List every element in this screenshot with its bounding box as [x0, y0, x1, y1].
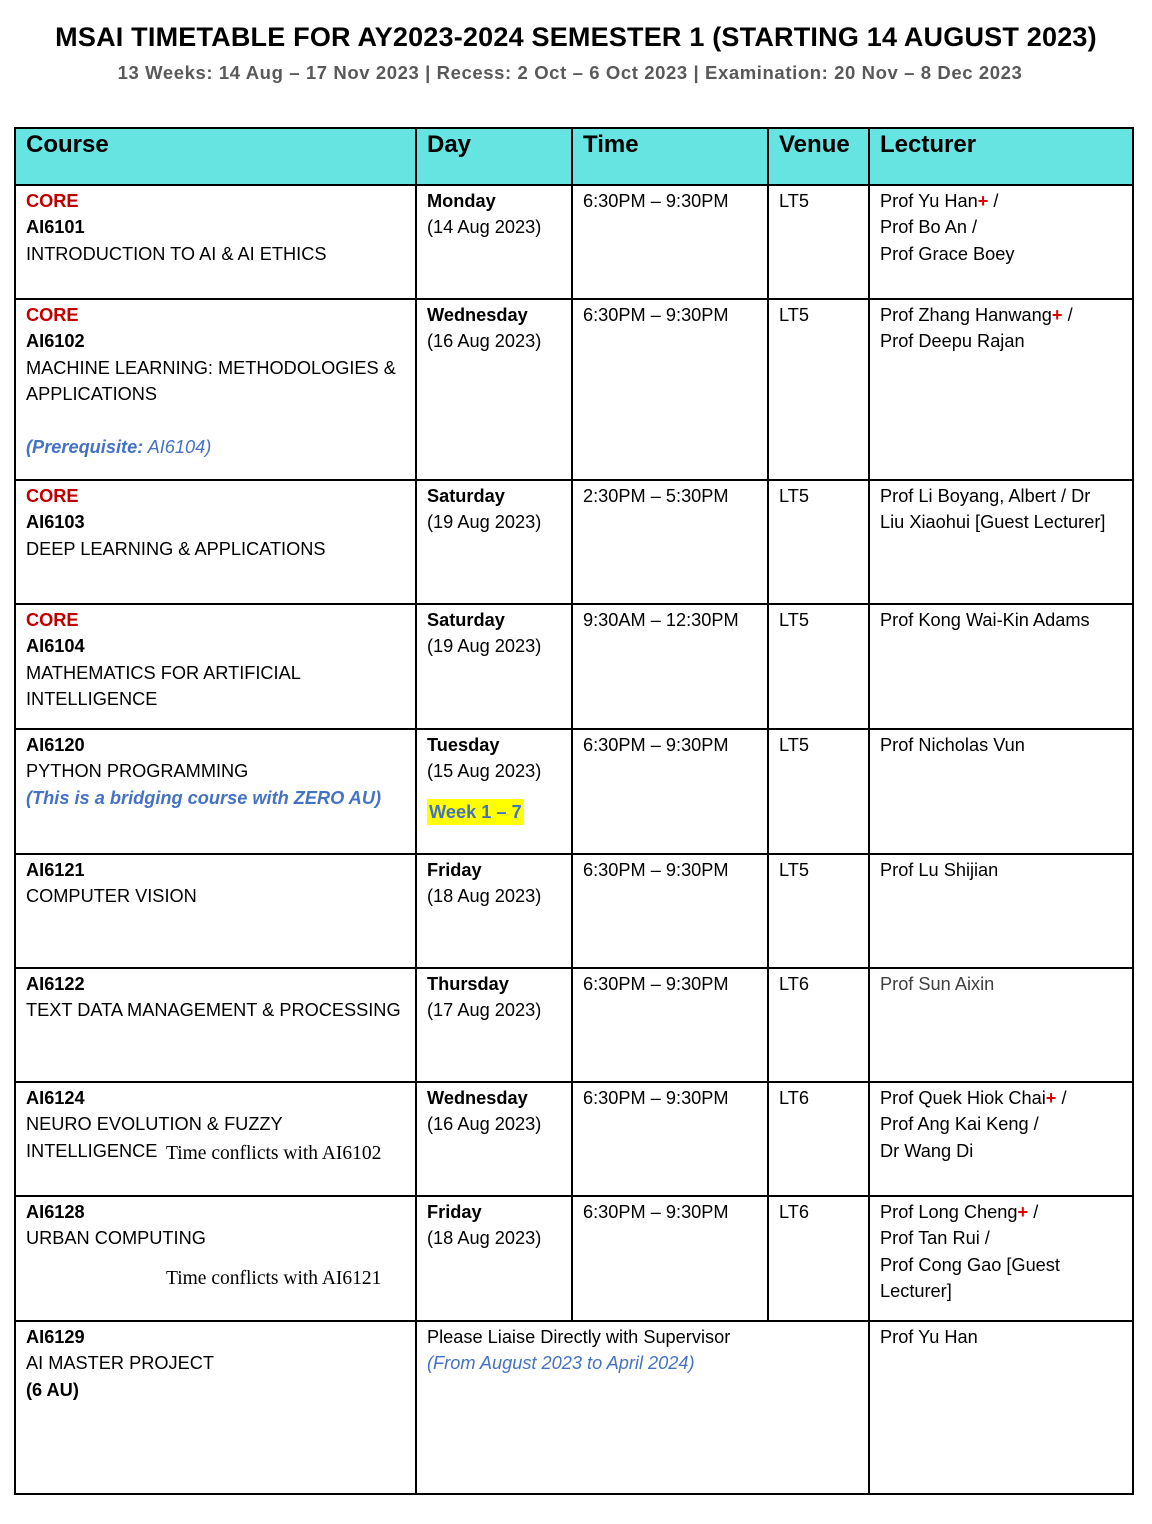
venue-cell: LT6 — [768, 1082, 869, 1196]
lecturer-line: Prof Quek Hiok Chai+ / — [880, 1088, 1067, 1108]
venue-cell: LT5 — [768, 299, 869, 480]
time-cell: 2:30PM – 5:30PM — [572, 480, 768, 604]
core-label: CORE — [26, 610, 79, 630]
venue-cell: LT5 — [768, 729, 869, 854]
schedule-note: Please Liaise Directly with Supervisor — [427, 1327, 731, 1347]
venue-cell: LT5 — [768, 854, 869, 968]
table-row — [15, 1196, 1133, 1321]
timetable — [14, 127, 1134, 1495]
table-row — [15, 968, 1133, 1082]
core-label: CORE — [26, 305, 79, 325]
course-name: MACHINE LEARNING: METHODOLOGIES & APPLICATIONS — [26, 357, 396, 404]
course-code: AI6129 — [26, 1327, 85, 1347]
lecturer-cell: Prof Sun Aixin — [869, 968, 1133, 1082]
day-name: Friday — [427, 1202, 482, 1222]
start-date: (19 Aug 2023) — [427, 636, 542, 657]
table-row — [15, 854, 1133, 968]
course-name-cont: INTELLIGENCE Time conflicts with AI6102 — [26, 1138, 415, 1164]
bridging-note: (This is a bridging course with ZERO AU) — [26, 787, 382, 808]
day-cell — [416, 1082, 572, 1196]
start-date: (14 Aug 2023) — [427, 217, 542, 238]
page-title: MSAI TIMETABLE FOR AY2023-2024 SEMESTER 1 (STARTING 14 AUGUST 2023) — [55, 22, 1097, 52]
start-date: (16 Aug 2023) — [427, 1114, 542, 1135]
time-cell: 9:30AM – 12:30PM — [572, 604, 768, 729]
start-date: (18 Aug 2023) — [427, 886, 542, 907]
day-name: Wednesday — [427, 305, 528, 325]
course-name: DEEP LEARNING & APPLICATIONS — [26, 538, 326, 559]
core-label: CORE — [26, 191, 79, 211]
time-cell: 6:30PM – 9:30PM — [572, 854, 768, 968]
venue-cell: LT6 — [768, 968, 869, 1082]
course-code: AI6124 — [26, 1088, 85, 1108]
course-cell — [15, 968, 416, 1082]
venue-cell: LT5 — [768, 480, 869, 604]
course-code: AI6102 — [26, 331, 85, 352]
course-cell — [15, 729, 416, 854]
course-code: AI6104 — [26, 636, 85, 657]
coordinator-mark: + — [977, 191, 989, 211]
table-row — [15, 604, 1133, 729]
table-row — [15, 1082, 1133, 1196]
lecturer-cell — [869, 299, 1133, 480]
day-cell — [416, 854, 572, 968]
table-row — [15, 185, 1133, 299]
time-conflict-note: Time conflicts with AI6121 — [166, 1267, 382, 1289]
lecturer-line: Prof Zhang Hanwang+ / — [880, 305, 1073, 325]
day-name: Saturday — [427, 610, 505, 630]
lecturer-line: Prof Deepu Rajan — [880, 331, 1025, 352]
coordinator-mark: + — [1045, 1088, 1057, 1108]
course-cell — [15, 299, 416, 480]
lecturer-line: Prof Tan Rui / — [880, 1228, 990, 1249]
course-cell — [15, 480, 416, 604]
header-lecturer: Lecturer — [869, 128, 1133, 185]
course-code: AI6128 — [26, 1202, 85, 1222]
lecturer-line: Prof Long Cheng+ / — [880, 1202, 1039, 1222]
time-cell: 6:30PM – 9:30PM — [572, 729, 768, 854]
coordinator-mark: + — [1017, 1202, 1029, 1222]
header-day: Day — [416, 128, 572, 185]
day-name: Saturday — [427, 486, 505, 506]
course-code: AI6121 — [26, 860, 85, 880]
lecturer-line: Dr Wang Di — [880, 1140, 974, 1161]
prerequisite-note: (Prerequisite: AI6104) — [26, 437, 212, 458]
lecturer-cell — [869, 185, 1133, 299]
lecturer-line: Prof Cong Gao [Guest Lecturer] — [880, 1254, 1060, 1301]
day-cell — [416, 1196, 572, 1321]
lecturer-cell — [869, 1196, 1133, 1321]
day-name: Tuesday — [427, 735, 500, 755]
course-code: AI6122 — [26, 974, 85, 994]
day-cell — [416, 480, 572, 604]
table-row — [15, 1321, 1133, 1494]
time-cell: 6:30PM – 9:30PM — [572, 185, 768, 299]
course-name: NEURO EVOLUTION & FUZZY — [26, 1114, 283, 1135]
table-row — [15, 299, 1133, 480]
schedule-cell — [416, 1321, 869, 1494]
lecturer-cell: Prof Yu Han — [869, 1321, 1133, 1494]
lecturer-cell — [869, 480, 1133, 604]
table-row — [15, 729, 1133, 854]
day-name: Thursday — [427, 974, 509, 994]
day-cell — [416, 729, 572, 854]
time-conflict-note: Time conflicts with AI6102 — [166, 1142, 382, 1164]
lecturer-line: Prof Ang Kai Keng / — [880, 1114, 1039, 1135]
day-cell — [416, 968, 572, 1082]
time-cell: 6:30PM – 9:30PM — [572, 299, 768, 480]
course-name: URBAN COMPUTING — [26, 1228, 206, 1249]
start-date: (15 Aug 2023) — [427, 761, 542, 782]
course-code: AI6101 — [26, 217, 85, 238]
course-cell — [15, 185, 416, 299]
lecturer-cell: Prof Lu Shijian — [869, 854, 1133, 968]
course-name: COMPUTER VISION — [26, 886, 197, 907]
day-cell — [416, 185, 572, 299]
course-name: PYTHON PROGRAMMING — [26, 761, 249, 782]
day-cell — [416, 299, 572, 480]
course-cell — [15, 854, 416, 968]
venue-cell: LT5 — [768, 185, 869, 299]
day-name: Wednesday — [427, 1088, 528, 1108]
header-venue: Venue — [768, 128, 869, 185]
lecturer-cell: Prof Kong Wai-Kin Adams — [869, 604, 1133, 729]
course-name: MATHEMATICS FOR ARTIFICIAL INTELLIGENCE — [26, 662, 301, 709]
time-cell: 6:30PM – 9:30PM — [572, 1196, 768, 1321]
lecturer-names: Prof Li Boyang, Albert / Dr Liu Xiaohui [Guest Lecturer] — [880, 486, 1106, 533]
start-date: (16 Aug 2023) — [427, 331, 542, 352]
time-cell: 6:30PM – 9:30PM — [572, 1082, 768, 1196]
lecturer-cell: Prof Nicholas Vun — [869, 729, 1133, 854]
lecturer-cell — [869, 1082, 1133, 1196]
course-name: TEXT DATA MANAGEMENT & PROCESSING — [26, 1000, 401, 1021]
coordinator-mark: + — [1051, 305, 1063, 325]
header-row — [15, 128, 1133, 185]
lecturer-line: Prof Bo An / — [880, 217, 978, 238]
start-date: (19 Aug 2023) — [427, 512, 542, 533]
header-time: Time — [572, 128, 768, 185]
project-period: (From August 2023 to April 2024) — [427, 1353, 695, 1374]
core-label: CORE — [26, 486, 79, 506]
time-cell: 6:30PM – 9:30PM — [572, 968, 768, 1082]
course-cell — [15, 604, 416, 729]
weeks-highlight: Week 1 – 7 — [427, 799, 524, 825]
day-name: Monday — [427, 191, 496, 211]
course-code: AI6120 — [26, 735, 85, 755]
day-name: Friday — [427, 860, 482, 880]
course-name: AI MASTER PROJECT — [26, 1353, 214, 1374]
start-date: (17 Aug 2023) — [427, 1000, 542, 1021]
day-cell — [416, 604, 572, 729]
course-cell — [15, 1082, 416, 1196]
table-row — [15, 480, 1133, 604]
venue-cell: LT6 — [768, 1196, 869, 1321]
start-date: (18 Aug 2023) — [427, 1228, 542, 1249]
course-cell — [15, 1196, 416, 1321]
course-name: INTRODUCTION TO AI & AI ETHICS — [26, 243, 327, 264]
lecturer-line: Prof Yu Han+ / — [880, 191, 999, 211]
venue-cell: LT5 — [768, 604, 869, 729]
header-course: Course — [15, 128, 416, 185]
course-cell — [15, 1321, 416, 1494]
course-code: AI6103 — [26, 512, 85, 533]
lecturer-line: Prof Grace Boey — [880, 243, 1015, 264]
semester-summary: 13 Weeks: 14 Aug – 17 Nov 2023 | Recess: 2 Oct – 6 Oct 2023 | Examination: 20 Nov – 8 Dec 2023 — [117, 62, 1023, 83]
course-au: (6 AU) — [26, 1379, 79, 1400]
